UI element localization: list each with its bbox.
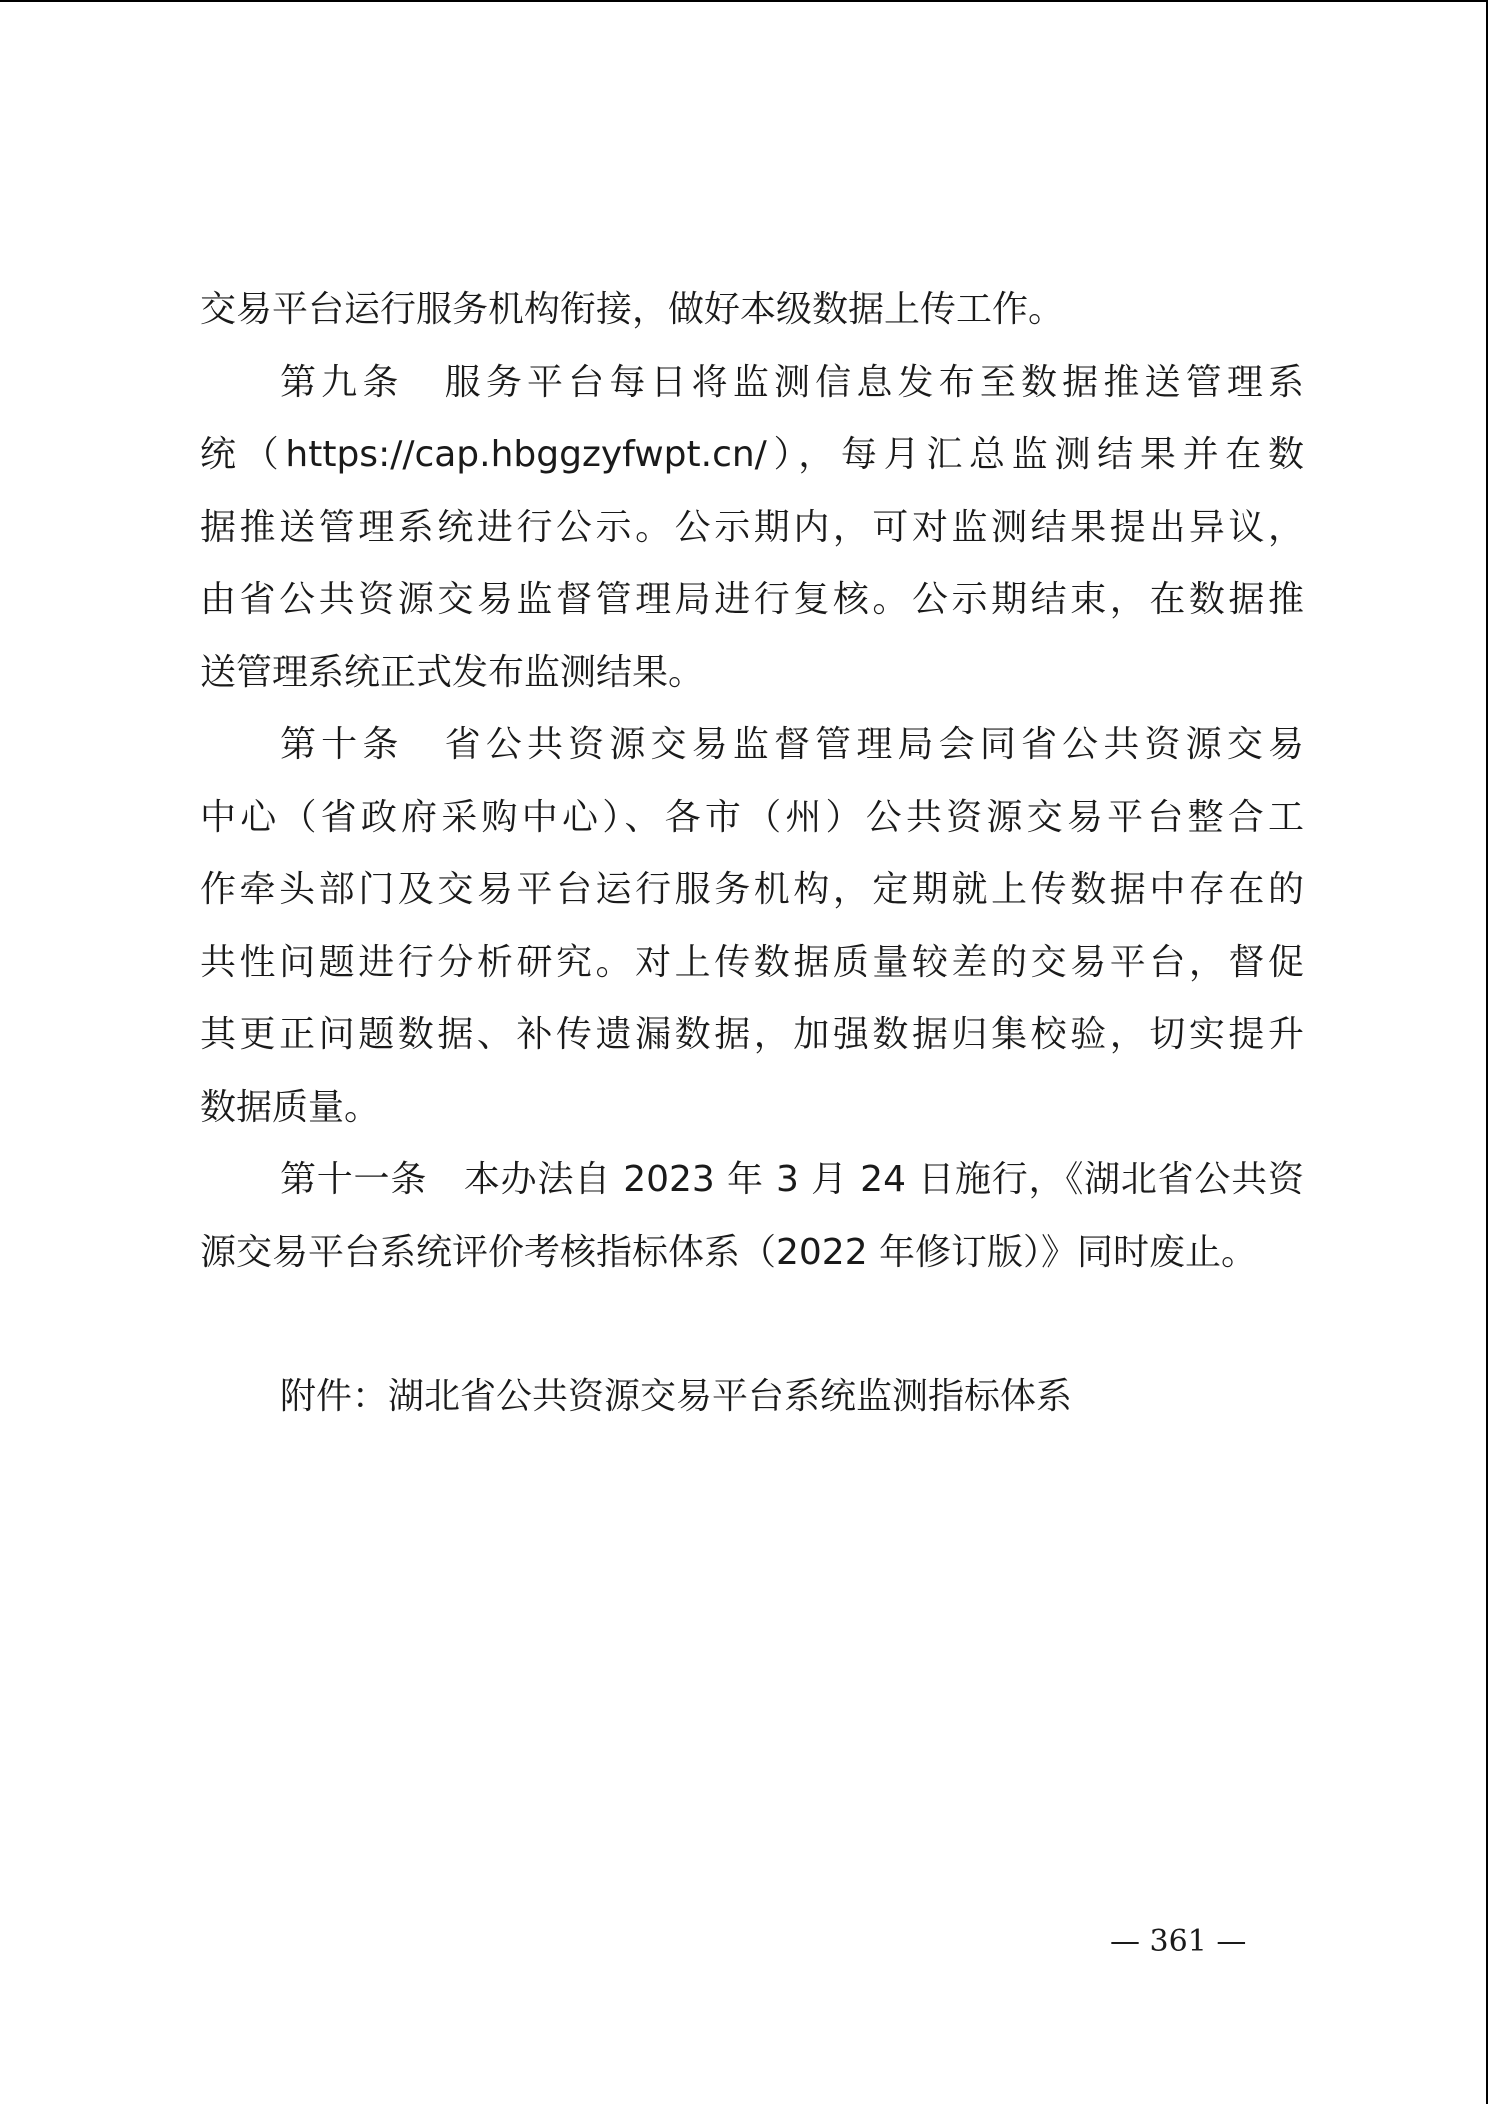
- document-body: [200, 274, 1304, 1434]
- text-line: 统（https://cap.hbggzyfwpt.cn/），每月汇总监测结果并在数: [200, 434, 1304, 475]
- article-10-line: 第十条 省公共资源交易监督管理局会同省公共资源交易: [280, 724, 1304, 765]
- page-number: — 361 —: [1110, 1924, 1247, 1959]
- text-line: 中心（省政府采购中心）、各市（州）公共资源交易平台整合工: [200, 796, 1304, 838]
- text-line: 交易平台运行服务机构衔接，做好本级数据上传工作。: [200, 289, 1065, 330]
- paragraph-gap: [200, 1289, 1304, 1361]
- text-line: 送管理系统正式发布监测结果。: [200, 651, 705, 693]
- text-line: 作牵头部门及交易平台运行服务机构，定期就上传数据中存在的: [200, 869, 1304, 910]
- text-line: 据推送管理系统进行公示。公示期内，可对监测结果提出异议，: [200, 506, 1304, 548]
- article-11-line: 第十一条 本办法自 2023 年 3 月 24 日施行，《湖北省公共资: [280, 1159, 1304, 1200]
- article-9-line: 第九条 服务平台每日将监测信息发布至数据推送管理系: [280, 361, 1304, 403]
- text-line: 由省公共资源交易监督管理局进行复核。公示期结束，在数据推: [200, 579, 1304, 620]
- text-line: 数据质量。: [200, 1086, 381, 1128]
- text-line: 共性问题进行分析研究。对上传数据质量较差的交易平台，督促: [200, 941, 1304, 983]
- attachment-note: 附件：湖北省公共资源交易平台系统监测指标体系: [280, 1376, 1073, 1417]
- text-line: 其更正问题数据、补传遗漏数据，加强数据归集校验，切实提升: [200, 1014, 1304, 1055]
- text-line: 源交易平台系统评价考核指标体系（2022 年修订版）》同时废止。: [200, 1231, 1258, 1273]
